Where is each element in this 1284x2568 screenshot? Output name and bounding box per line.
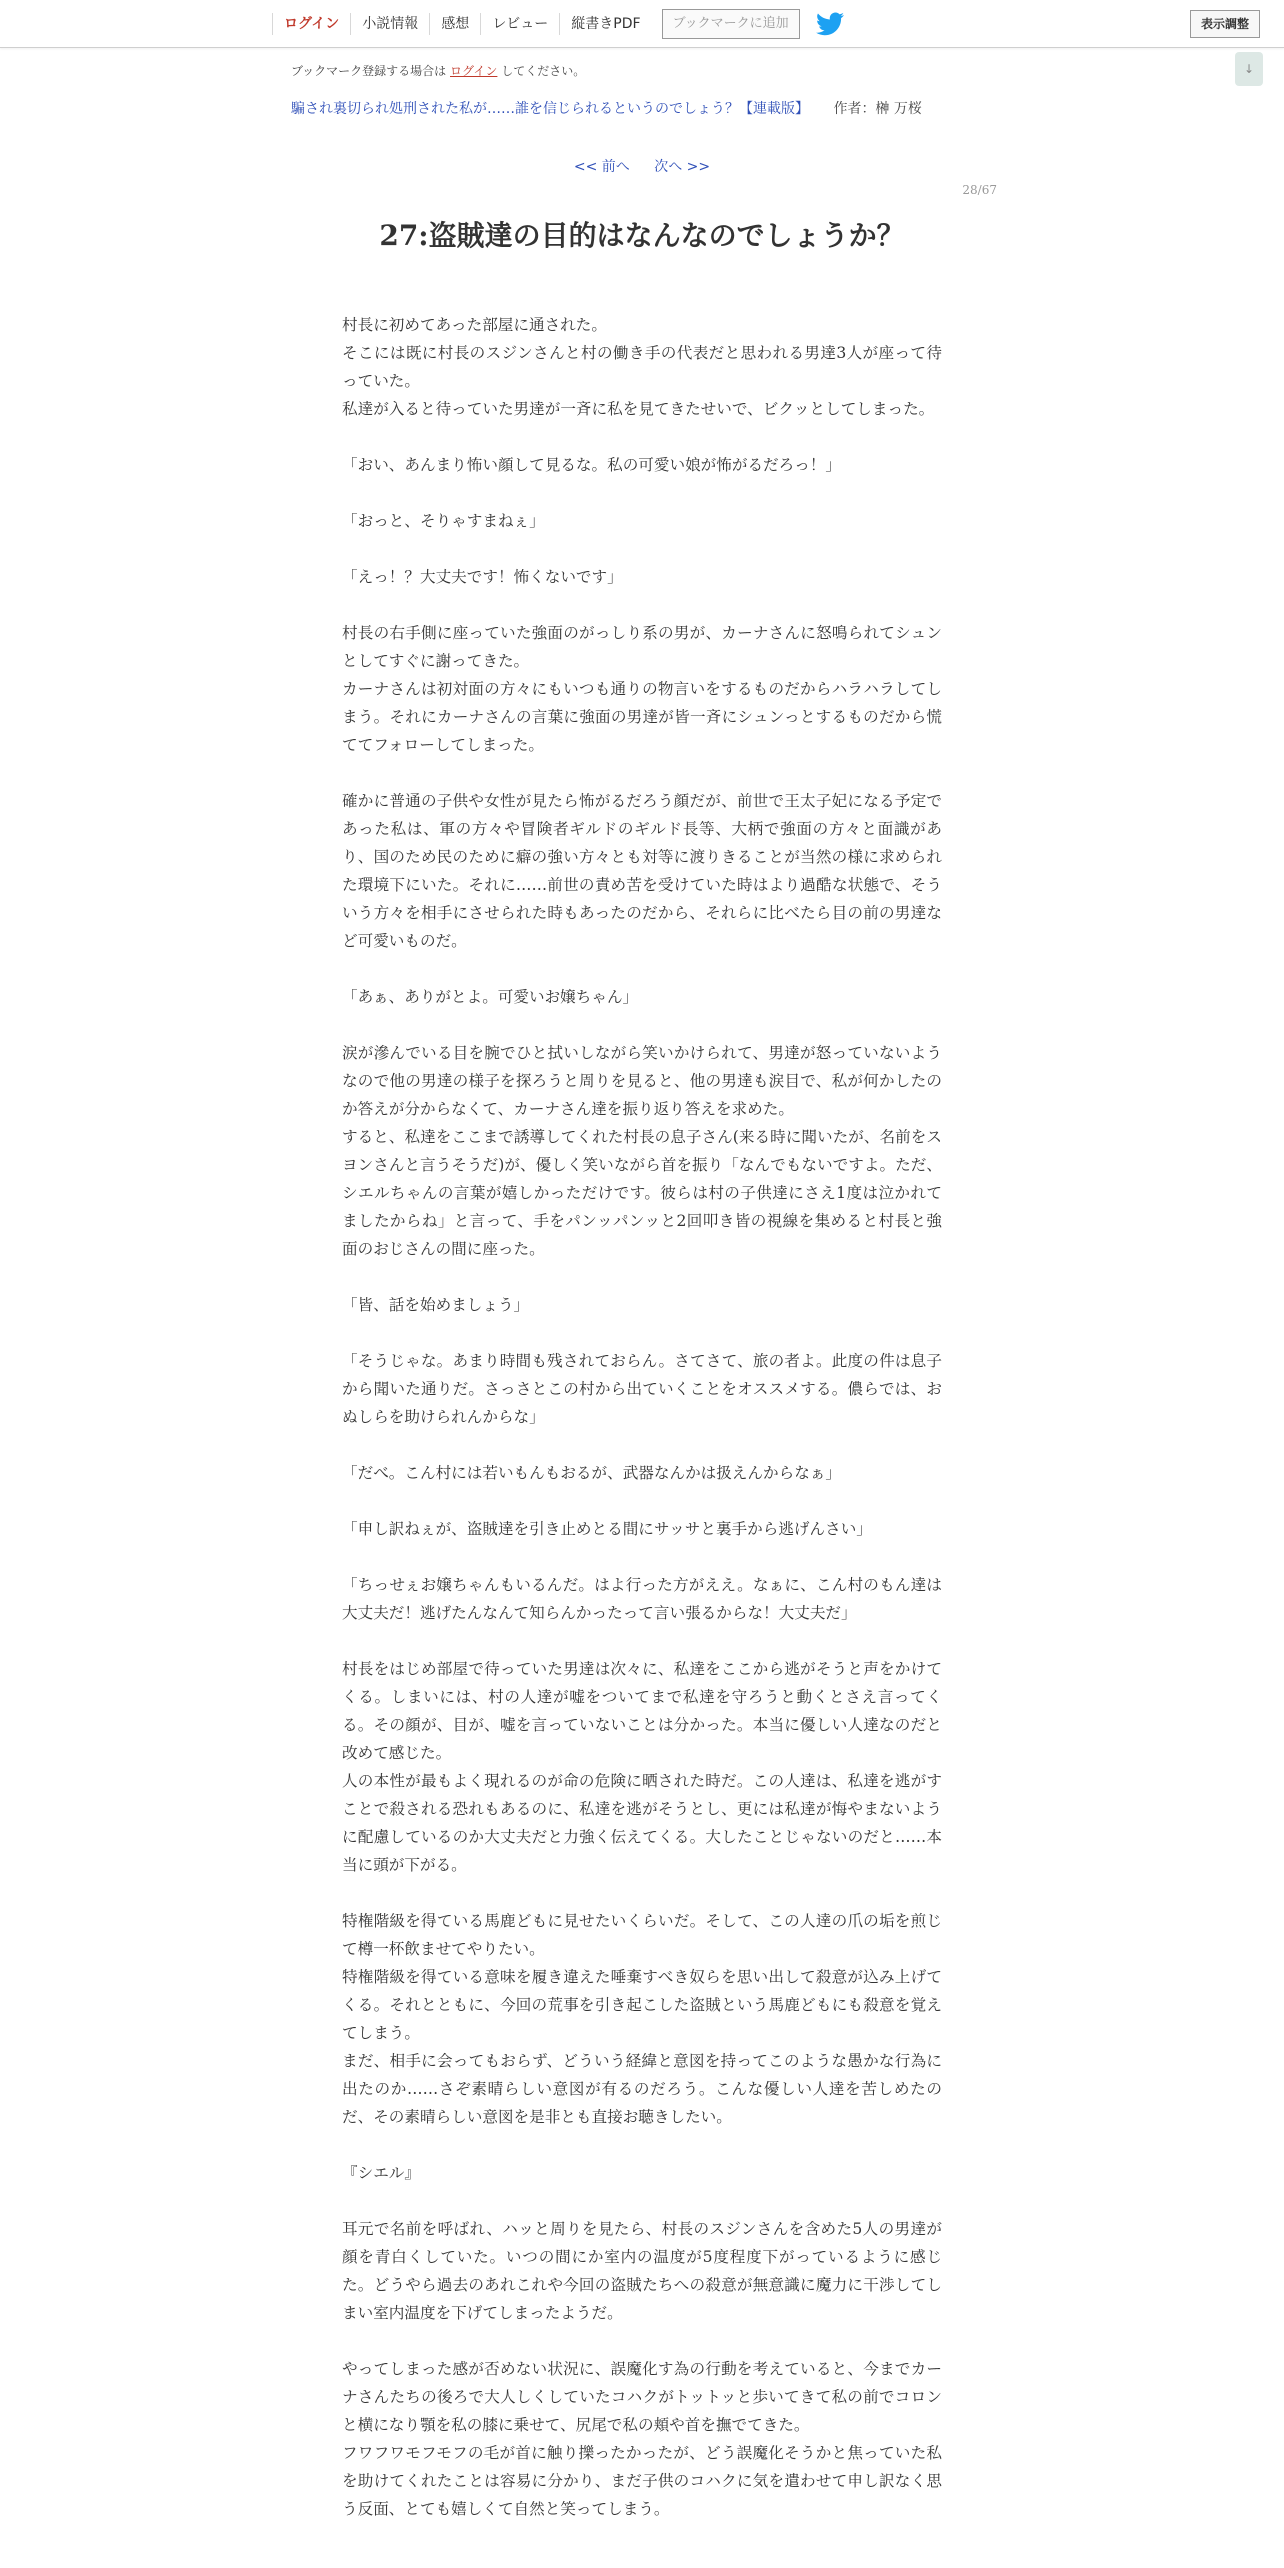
bookmark-note-before: ブックマーク登録する場合は: [291, 64, 447, 78]
chapter-title: 27:盗賊達の目的はなんなのでしょうか？: [379, 219, 905, 252]
twitter-icon[interactable]: [816, 12, 844, 36]
body-paragraph: 「えっ！？大丈夫です！怖くないです」: [342, 568, 623, 586]
body-paragraph: 「おい、あんまり怖い顔して見るな。私の可愛い娘が怖がるだろっ！」: [342, 456, 842, 474]
bookmark-login-note: [291, 62, 585, 79]
nav-login[interactable]: ログイン: [272, 13, 350, 35]
chapter-body: [342, 311, 942, 2523]
body-paragraph: 『シエル』: [342, 2164, 420, 2182]
body-paragraph: 村長に初めてあった部屋に通された。: [342, 316, 607, 334]
body-paragraph: 「皆、話を始めましょう」: [342, 1296, 530, 1314]
nav-impressions[interactable]: 感想: [429, 13, 480, 35]
body-paragraph: [342, 1263, 942, 1291]
body-paragraph: 村長の右手側に座っていた強面のがっしり系の男が、カーナさんに怒鳴られてシュンとしてすぐに謝ってきた。: [342, 624, 942, 670]
body-paragraph: [342, 423, 942, 451]
nav-review[interactable]: レビュー: [480, 13, 559, 35]
scroll-down-button[interactable]: ↓: [1235, 52, 1263, 86]
body-paragraph: [342, 1627, 942, 1655]
bookmark-note-after: してください。: [501, 64, 586, 78]
body-paragraph: 私達が入ると待っていた男達が一斉に私を見てきたせいで、ビクッとしてしまった。: [342, 400, 935, 418]
body-paragraph: [342, 759, 942, 787]
body-paragraph: 確かに普通の子供や女性が見たら怖がるだろう顔だが、前世で王太子妃になる予定であった私は、軍の方々や冒険者ギルドのギルド長等、大柄で強面の方々と面識があり、国のため民のために癖の強い方々とも対等に渡りきることが当然の様に求められた環境下にいた。それに……前世の責め苦を受けていた時はより過酷な状態で、そういう方々を相手にさせられた時もあったのだから、それらに比べたら目の前の男達など可愛いものだ。: [342, 792, 942, 950]
body-paragraph: 「だべ。こん村には若いもんもおるが、武器なんかは扱えんからなぁ」: [342, 1464, 842, 1482]
body-paragraph: 「そうじゃな。あまり時間も残されておらん。さてさて、旅の者よ。此度の件は息子から聞いた通りだ。さっさとこの村から出ていくことをオススメする。儂らでは、おぬしらを助けられんからな」: [342, 1352, 942, 1426]
body-paragraph: 特権階級を得ている意味を履き違えた唾棄すべき奴らを思い出して殺意が込み上げてくる。それとともに、今回の荒事を引き起こした盗賊という馬鹿どもにも殺意を覚えてしまう。: [342, 1968, 942, 2042]
body-paragraph: 人の本性が最もよく現れるのが命の危険に晒された時だ。この人達は、私達を逃がすことで殺される恐れもあるのに、私達を逃がそうとし、更には私達が悔やまないように配慮しているのか大丈夫だと力強く伝えてくる。大したことじゃないのだと……本当に頭が下がる。: [342, 1772, 942, 1874]
body-paragraph: [342, 1319, 942, 1347]
body-paragraph: やってしまった感が否めない状況に、誤魔化す為の行動を考えていると、今までカーナさんたちの後ろで大人しくしていたコハクがトットッと歩いてきて私の前でコロンと横になり顎を私の膝に乗せて、尻尾で私の頬や首を撫でてきた。: [342, 2360, 942, 2434]
body-paragraph: そこには既に村長のスジンさんと村の働き手の代表だと思われる男達3人が座って待っていた。: [342, 344, 942, 390]
body-paragraph: [342, 591, 942, 619]
body-paragraph: [342, 1431, 942, 1459]
body-paragraph: [342, 1543, 942, 1571]
add-bookmark-button[interactable]: ブックマークに追加: [662, 9, 800, 39]
prev-chapter-link[interactable]: << 前へ: [573, 159, 630, 175]
body-paragraph: 「ちっせぇお嬢ちゃんもいるんだ。はよ行った方がええ。なぁに、こん村のもん達は大丈夫だ！逃げたんなんて知らんかったって言い張るからな！大丈夫だ」: [342, 1576, 942, 1622]
chapter-pager: [0, 156, 1284, 176]
display-settings-button[interactable]: 表示調整: [1190, 10, 1260, 38]
bookmark-note-login-link[interactable]: ログイン: [450, 64, 498, 78]
page-count: 28/67: [962, 183, 997, 197]
body-paragraph: 「申し訳ねぇが、盗賊達を引き止めとる間にサッサと裏手から逃げんさい」: [342, 1520, 872, 1538]
nav-vertical-pdf[interactable]: 縦書きPDF: [559, 13, 651, 35]
body-paragraph: 村長をはじめ部屋で待っていた男達は次々に、私達をここから逃がそうと声をかけてくる。しまいには、村の人達が嘘をついてまで私達を守ろうと動くとさえ言ってくる。その顔が、目が、嘘を言っていないことは分かった。本当に優しい人達なのだと改めて感じた。: [342, 1660, 942, 1762]
body-paragraph: [342, 479, 942, 507]
header-nav: [272, 0, 844, 48]
author-name: 作者：榊 万桜: [833, 101, 922, 117]
body-paragraph: まだ、相手に会ってもおらず、どういう経緯と意図を持ってこのような愚かな行為に出たのか……さぞ素晴らしい意図が有るのだろう。こんな優しい人達を苦しめたのだ、その素晴らしい意図を是非とも直接お聴きしたい。: [342, 2052, 942, 2126]
body-paragraph: 「あぁ、ありがとよ。可愛いお嬢ちゃん」: [342, 988, 639, 1006]
next-chapter-link[interactable]: 次へ >>: [654, 159, 711, 175]
body-paragraph: [342, 1011, 942, 1039]
body-paragraph: [342, 535, 942, 563]
top-bar: [0, 0, 1284, 48]
body-paragraph: [342, 2131, 942, 2159]
body-paragraph: フワフワモフモフの毛が首に触り擽ったかったが、どう誤魔化そうかと焦っていた私を助けてくれたことは容易に分かり、まだ子供のコハクに気を遣わせて申し訳なく思う反面、とても嬉しくて自然と笑ってしまう。: [342, 2444, 942, 2518]
novel-title-link[interactable]: 騙され裏切られ処刑された私が……誰を信じられるというのでしょう？【連載版】: [291, 101, 809, 117]
body-paragraph: カーナさんは初対面の方々にもいつも通りの物言いをするものだからハラハラしてしまう。それにカーナさんの言葉に強面の男達が皆一斉にシュンっとするものだから慌ててフォローしてしまった。: [342, 680, 942, 754]
body-paragraph: 涙が滲んでいる目を腕でひと拭いしながら笑いかけられて、男達が怒っていないようなので他の男達の様子を探ろうと周りを見ると、他の男達も涙目で、私が何かしたのか答えが分からなくて、カーナさん達を振り返り答えを求めた。: [342, 1044, 942, 1118]
body-paragraph: 耳元で名前を呼ばれ、ハッと周りを見たら、村長のスジンさんを含めた5人の男達が顔を青白くしていた。いつの間にか室内の温度が5度程度下がっているように感じた。どうやら過去のあれこれや今回の盗賊たちへの殺意が無意識に魔力に干渉してしまい室内温度を下げてしまったようだ。: [342, 2220, 942, 2322]
body-paragraph: [342, 2327, 942, 2355]
body-paragraph: 特権階級を得ている馬鹿どもに見せたいくらいだ。そして、この人達の爪の垢を煎じて樽一杯飲ませてやりたい。: [342, 1912, 942, 1958]
nav-novel-info[interactable]: 小説情報: [350, 13, 429, 35]
novel-info-line: [291, 98, 991, 118]
body-paragraph: [342, 955, 942, 983]
body-paragraph: [342, 1879, 942, 1907]
body-paragraph: 「おっと、そりゃすまねぇ」: [342, 512, 545, 530]
body-paragraph: [342, 1487, 942, 1515]
body-paragraph: すると、私達をここまで誘導してくれた村長の息子さん(来る時に聞いたが、名前をスヨンさんと言うそうだ)が、優しく笑いながら首を振り「なんでもないですよ。ただ、シエルちゃんの言葉が嬉しかっただけです。彼らは村の子供達にさえ1度は泣かれてましたからね」と言って、手をパンッパンッと2回叩き皆の視線を集めると村長と強面のおじさんの間に座った。: [342, 1128, 942, 1258]
body-paragraph: [342, 2187, 942, 2215]
